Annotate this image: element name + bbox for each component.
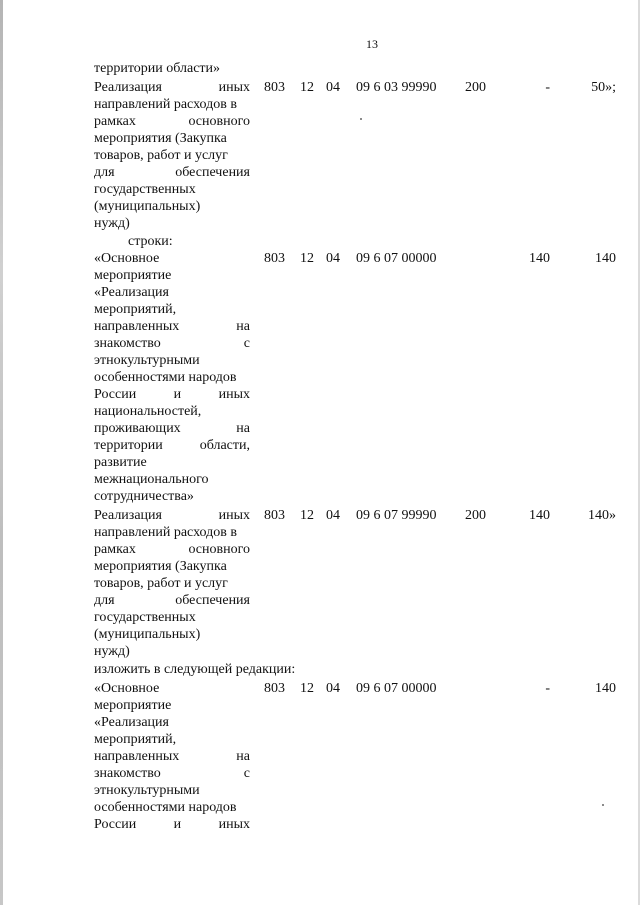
page-number: 13 <box>366 37 378 51</box>
sum-column-1: 140 <box>529 508 550 523</box>
description-line: проживающих на <box>94 421 250 436</box>
description-line: развитие <box>94 455 147 470</box>
description-line: мероприятия (Закупка <box>94 131 227 146</box>
description-line: национальностей, <box>94 404 202 419</box>
description-line: направленных на <box>94 319 250 334</box>
ved-code: 803 <box>264 80 285 95</box>
description-line: направленных на <box>94 749 250 764</box>
row-description <box>94 507 250 660</box>
description-line: направлений расходов в <box>94 525 237 540</box>
description-line: межнационального <box>94 472 209 487</box>
description-line: рамках основного <box>94 114 250 129</box>
description-line: государственных <box>94 182 196 197</box>
instruction-lines: строки: <box>128 234 173 249</box>
sum-column-2: 140 <box>595 681 616 696</box>
description-line: этнокультурными <box>94 353 200 368</box>
sum-column-1: - <box>545 681 550 696</box>
description-line: России и иных <box>94 817 250 832</box>
ved-code: 803 <box>264 251 285 266</box>
description-line: (муниципальных) <box>94 199 201 214</box>
target-article-code: 09 6 03 99990 <box>356 80 437 95</box>
description-line: для обеспечения <box>94 165 250 180</box>
description-line: территории области, <box>94 438 250 453</box>
scan-speck <box>602 804 604 806</box>
expense-type-code: 200 <box>465 80 486 95</box>
description-line: мероприятий, <box>94 732 177 747</box>
ved-code: 803 <box>264 508 285 523</box>
description-line: мероприятия (Закупка <box>94 559 227 574</box>
section-code: 12 <box>300 681 314 696</box>
description-line: этнокультурными <box>94 783 200 798</box>
sum-column-2: 140 <box>595 251 616 266</box>
section-code: 12 <box>300 80 314 95</box>
target-article-code: 09 6 07 00000 <box>356 251 437 266</box>
sum-column-1: 140 <box>529 251 550 266</box>
description-line: «Реализация <box>94 715 169 730</box>
scan-edge-left <box>0 0 3 905</box>
description-line: «Реализация <box>94 285 169 300</box>
description-line: «Основное <box>94 681 160 696</box>
description-line: направлений расходов в <box>94 97 237 112</box>
description-line: знакомство с <box>94 766 250 781</box>
description-line: товаров, работ и услуг <box>94 148 228 163</box>
description-line: мероприятие <box>94 268 172 283</box>
row-description <box>94 79 250 232</box>
description-line: Реализация иных <box>94 80 250 95</box>
target-article-code: 09 6 07 99990 <box>356 508 437 523</box>
description-line: знакомство с <box>94 336 250 351</box>
subsection-code: 04 <box>326 251 340 266</box>
description-line: для обеспечения <box>94 593 250 608</box>
description-line: нужд) <box>94 644 130 659</box>
target-article-code: 09 6 07 00000 <box>356 681 437 696</box>
sum-column-1: - <box>545 80 550 95</box>
subsection-code: 04 <box>326 80 340 95</box>
subsection-code: 04 <box>326 508 340 523</box>
instruction-edit: изложить в следующей редакции: <box>94 662 296 677</box>
expense-type-code: 200 <box>465 508 486 523</box>
row-description <box>94 680 250 833</box>
continued-text: территории области» <box>94 61 221 76</box>
description-line: (муниципальных) <box>94 627 201 642</box>
description-line: мероприятие <box>94 698 172 713</box>
scan-speck <box>360 118 362 120</box>
description-line: нужд) <box>94 216 130 231</box>
description-line: «Основное <box>94 251 160 266</box>
row-description <box>94 250 250 505</box>
ved-code: 803 <box>264 681 285 696</box>
description-line: особенностями народов <box>94 800 237 815</box>
description-line: России и иных <box>94 387 250 402</box>
section-code: 12 <box>300 508 314 523</box>
description-line: рамках основного <box>94 542 250 557</box>
sum-column-2: 140» <box>588 508 616 523</box>
section-code: 12 <box>300 251 314 266</box>
description-line: особенностями народов <box>94 370 237 385</box>
subsection-code: 04 <box>326 681 340 696</box>
description-line: государственных <box>94 610 196 625</box>
description-line: мероприятий, <box>94 302 177 317</box>
description-line: сотрудничества» <box>94 489 194 504</box>
description-line: товаров, работ и услуг <box>94 576 228 591</box>
description-line: Реализация иных <box>94 508 250 523</box>
sum-column-2: 50»; <box>591 80 616 95</box>
